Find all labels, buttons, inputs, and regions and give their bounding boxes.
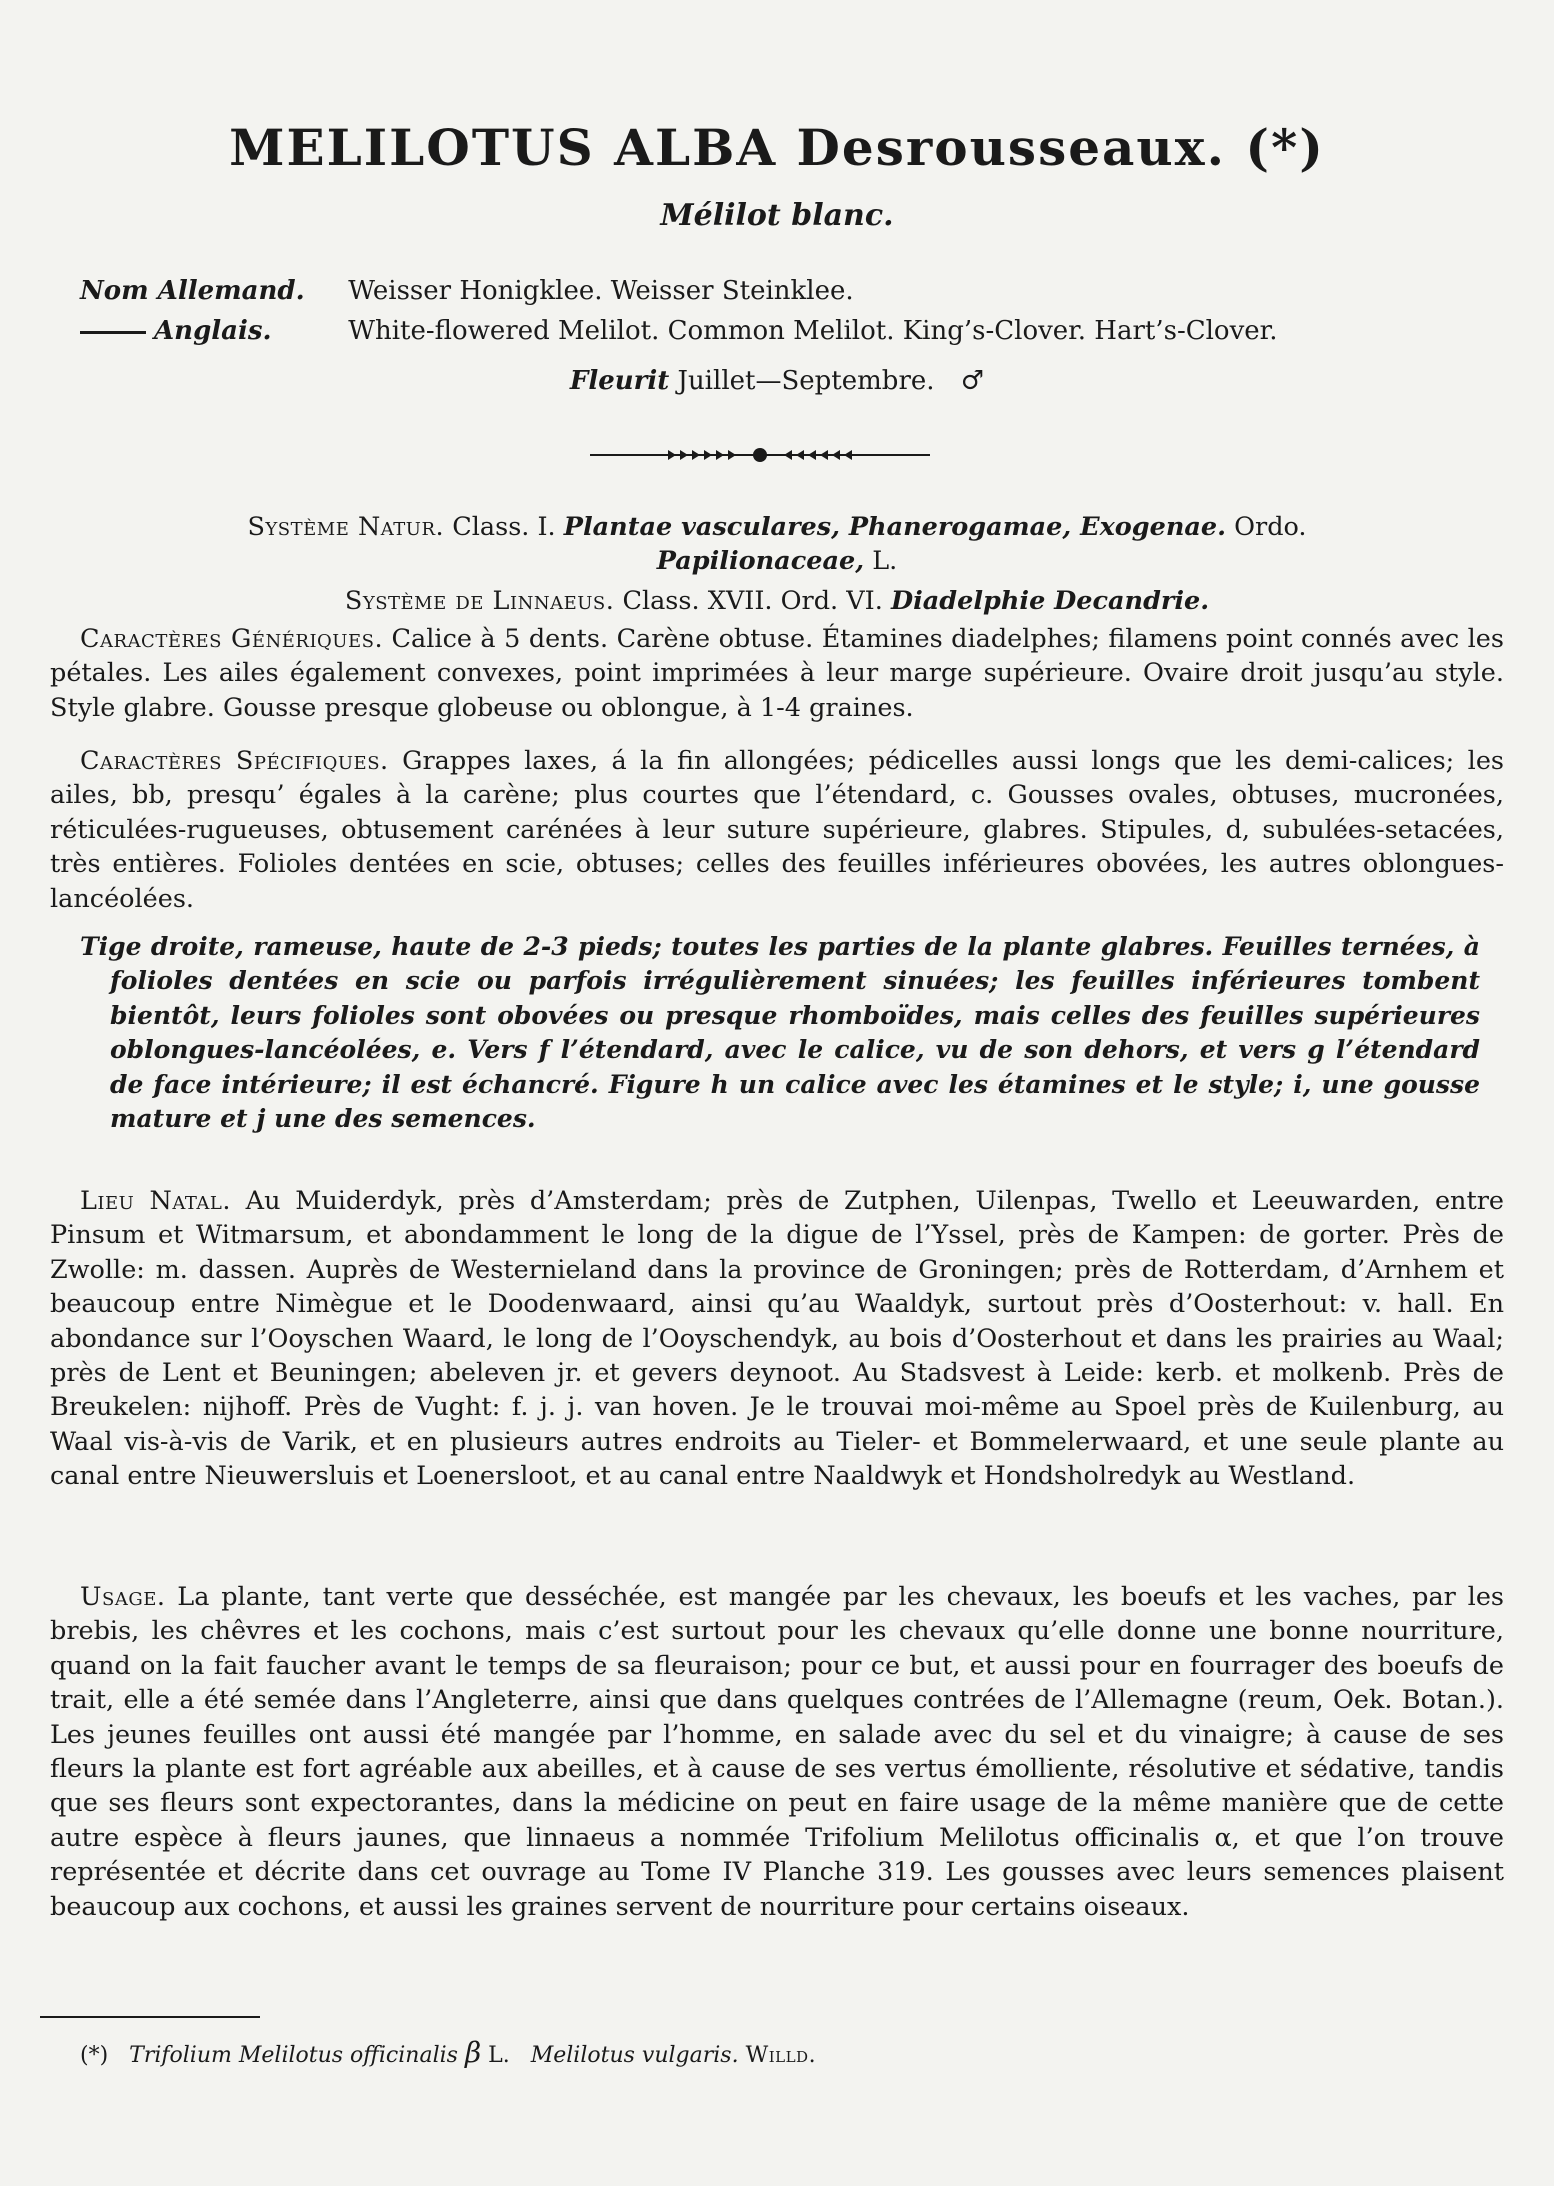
footnote-mark: (*): [80, 2043, 109, 2068]
footnote-author-l: L.: [488, 2043, 510, 2068]
name-row-allemand: [80, 276, 1480, 316]
systeme-natur: [50, 510, 1504, 579]
flowering-symbol: ♂: [960, 366, 985, 396]
systeme-natur-family: Papilionaceae,: [656, 546, 865, 577]
systeme-linnaeus: [50, 584, 1504, 618]
plant-description: Tige droite, rameuse, haute de 2-3 pieds; toutes les parties de la plante glabres. Feuilles ternées, à folioles dentées en scie ou parfois irrégulièrement sinuées; les feuilles inférieures tombent bientôt, leurs folioles sont obovées ou presque rhomboïdes, mais celles des feuilles supérieures oblongues-lancéolées, e. Vers f l’étendard, avec le calice, vu de son dehors, et vers g l’étendard de face intérieure; il est échancré. Figure h un calice avec les étamines et le style; i, une gousse mature et j une des semences.: [80, 932, 1480, 1134]
lieu-natal-label: Lieu Natal.: [80, 1186, 231, 1216]
footnote: [80, 2036, 816, 2069]
ditto-dash: [80, 331, 146, 334]
flowering-value: Juillet—Septembre.: [677, 366, 935, 396]
caracteres-specifiques-label: Caractères Spécifiques.: [80, 746, 389, 776]
usage-text: La plante, tant verte que desséchée, est mangée par les chevaux, les boeufs et les vaches, par les brebis, les chêvres et les cochons, mais c’est surtout pour les chevaux qu’elle donne une bonne nourriture, quand on la fait faucher avant le temps de sa fleuraison; pour ce but, et aussi pour en fourrager des boeufs de trait, elle a été semée dans l’Angleterre, ainsi que dans quelques contrées de l’Allemagne (reum, Oek. Botan.). Les jeunes feuilles ont aussi été mangée par l’homme, en salade avec du sel et du vinaigre; à cause de ses fleurs la plante est fort agréable aux abeilles, et à cause de ses vertus émolliente, résolutive et sédative, tandis que ses fleurs sont expectorantes, dans la médicine on peut en faire usage de la même manière que de cette autre espèce à fleurs jaunes, que linnaeus a nommée Trifolium Melilotus officinalis α, et que l’on trouve représentée et décrite dans cet ouvrage au Tome IV Planche 319. Les gousses avec leurs semences plaisent beaucoup aux cochons, et aussi les graines servent de nourriture pour certains oiseaux.: [50, 1582, 1504, 1922]
page-subtitle: Mélilot blanc.: [660, 198, 894, 233]
name-row-anglais: [80, 316, 1480, 356]
systeme-linnaeus-class: Class. XVII. Ord. VI.: [622, 586, 883, 616]
systeme-natur-ordo: Ordo.: [1234, 512, 1307, 542]
common-names: [80, 276, 1480, 356]
systeme-linnaeus-group: Diadelphie Decandrie.: [890, 586, 1210, 616]
usage-label: Usage.: [80, 1582, 166, 1612]
footnote-author-willd: Willd.: [745, 2043, 817, 2068]
anglais-value: White-flowered Melilot. Common Melilot. King’s-Clover. Hart’s-Clover.: [348, 316, 1278, 346]
footnote-synonym-1: Trifolium Melilotus officinalis: [129, 2043, 458, 2068]
flowering-label: Fleurit: [569, 366, 670, 396]
anglais-label: Anglais.: [154, 316, 272, 346]
caracteres-generiques-text: Calice à 5 dents. Carène obtuse. Étamines diadelphes; filamens point connés avec les pétales. Les ailes également convexes, point imprimées à leur marge supérieure. Ovaire droit jusqu’au style. Style glabre. Gousse presque globeuse ou oblongue, à 1-4 graines.: [50, 624, 1504, 723]
systeme-natur-author: L.: [872, 546, 898, 577]
caracteres-generiques-label: Caractères Génériques.: [80, 624, 384, 654]
systeme-linnaeus-label: Système de Linnaeus.: [344, 586, 615, 616]
footnote-synonym-2: Melilotus vulgaris.: [530, 2043, 739, 2068]
caracteres-specifiques-text: Grappes laxes, á la fin allongées; pédicelles aussi longs que les demi-calices; les ailes, bb, presqu’ égales à la carène; plus courtes que l’étendard, c. Gousses ovales, obtuses, mucronées, réticulées-rugueuses, obtusement carénées à leur suture supérieure, glabres. Stipules, d, subulées-setacées, très entières. Folioles dentées en scie, obtuses; celles des feuilles inférieures obovées, les autres oblongues-lancéolées.: [50, 746, 1504, 914]
caracteres-generiques: [50, 622, 1504, 725]
lieu-natal-text: Au Muiderdyk, près d’Amsterdam; près de Zutphen, Uilenpas, Twello et Leeuwarden, entre Pinsum et Witmarsum, et abondamment le long de la digue de l’Yssel, près de Kampen: de gorter. Près de Zwolle: m. dassen. Auprès de Westernieland dans la province de Groningen; près de Rotterdam, d’Arnhem et beaucoup entre Nimègue et le Doodenwaard, ainsi qu’au Waaldyk, surtout près d’Oosterhout: v. hall. En abondance sur l’Ooyschen Waard, le long de l’Ooyschendyk, au bois d’Oosterhout et dans les prairies au Waal; près de Lent et Beuningen; abeleven jr. et gevers deynoot. Au Stadsvest à Leide: kerb. et molkenb. Près de Breukelen: nijhoff. Près de Vught: f. j. j. van hoven. Je le trouvai moi-même au Spoel près de Kuilenburg, au Waal vis-à-vis de Varik, et en plusieurs autres endroits au Tieler- et Bommelerwaard, et une seule plante au canal entre Nieuwersluis et Loenersloot, et au canal entre Naaldwyk et Hondsholredyk au Westland.: [50, 1186, 1504, 1492]
usage: [50, 1580, 1504, 1924]
page-title: MELILOTUS ALBA Desrousseaux. (*): [229, 118, 1325, 177]
systeme-natur-label: Système Natur.: [247, 512, 445, 542]
ornament-divider-icon: [590, 446, 930, 464]
footnote-beta: β: [464, 2036, 482, 2069]
footnote-divider: [40, 2016, 260, 2018]
flowering-period: [0, 366, 1554, 396]
systeme-natur-groups: Plantae vasculares, Phanerogamae, Exogenae.: [563, 512, 1226, 542]
systeme-natur-class: Class. I.: [452, 512, 556, 542]
allemand-value: Weisser Honigklee. Weisser Steinklee.: [348, 276, 854, 306]
caracteres-specifiques: [50, 744, 1504, 916]
lieu-natal: [50, 1184, 1504, 1494]
allemand-label: Nom Allemand.: [80, 276, 305, 306]
